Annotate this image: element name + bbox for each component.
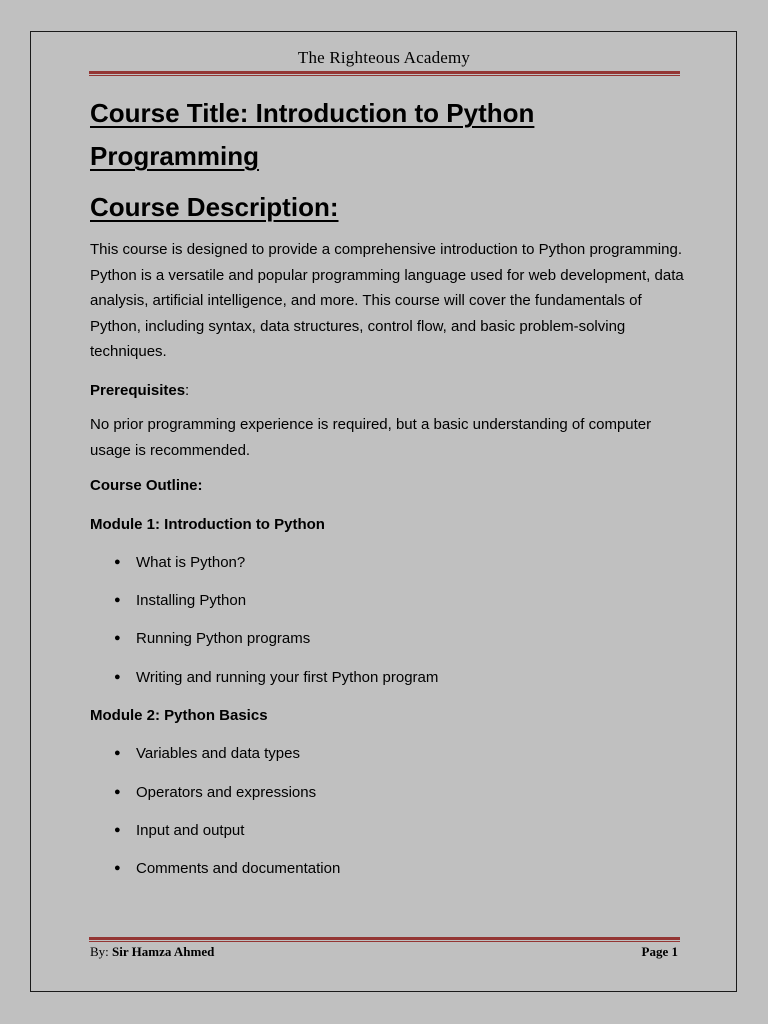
list-item [90,665,690,691]
footer-author [90,944,214,960]
list-item-text: What is Python? [136,553,246,571]
outline-label-text: Course Outline: [90,477,203,494]
list-item-text: Input and output [136,822,245,840]
list-item [90,550,690,576]
footer-by-prefix: By: [90,944,113,959]
list-item [90,780,690,806]
module-1-list [90,550,690,690]
bullet-icon: ● [114,594,121,607]
bullet-icon: ● [114,785,121,798]
page-number: Page 1 [641,944,678,959]
bullet-icon: ● [114,747,121,760]
description-heading: Course Description: [90,192,339,222]
module-1-title: Module 1: Introduction to Python [90,515,325,533]
course-title-line2: Programming [90,141,260,171]
prerequisites-label-text: Prerequisites [90,381,186,399]
description-text: This course is designed to provide a comprehensive introduction to Python programming. Python is a versatile and popular programming language used for web development, data analysis, artificial intelligence, and more. This course will cover the fundamentals of Python, including syntax, data structures, control flow, and basic problem-solving techniques. [90,241,684,360]
header-title: The Righteous Academy [297,48,471,67]
bullet-icon: ● [114,670,121,683]
list-item [90,588,690,614]
prerequisites-text: No prior programming experience is required, but a basic understanding of computer usage is recommended. [90,416,652,459]
list-item-text: Installing Python [136,592,247,610]
document-body [90,92,690,882]
bullet-icon: ● [114,862,121,875]
footer-rule [89,937,680,942]
header-rule [89,71,680,76]
bullet-icon: ● [114,555,121,568]
prerequisites-colon: : [185,381,190,399]
footer-author-name: Sir Hamza Ahmed [112,944,215,959]
course-title-line1: Course Title: Introduction to Python [90,98,535,128]
list-item-text: Comments and documentation [136,860,341,878]
list-item-text: Writing and running your first Python program [136,668,439,686]
list-item [90,741,690,767]
prerequisites-label [90,378,690,404]
module-2-title: Module 2: Python Basics [90,707,268,725]
list-item [90,626,690,652]
list-item-text: Operators and expressions [136,783,317,801]
module-2-list [90,741,690,881]
list-item-text: Variables and data types [136,745,300,763]
outline-label [90,473,690,499]
list-item [90,856,690,882]
course-title [90,92,690,178]
bullet-icon: ● [114,824,121,837]
list-item [90,818,690,844]
list-item-text: Running Python programs [136,630,311,648]
bullet-icon: ● [114,632,121,645]
